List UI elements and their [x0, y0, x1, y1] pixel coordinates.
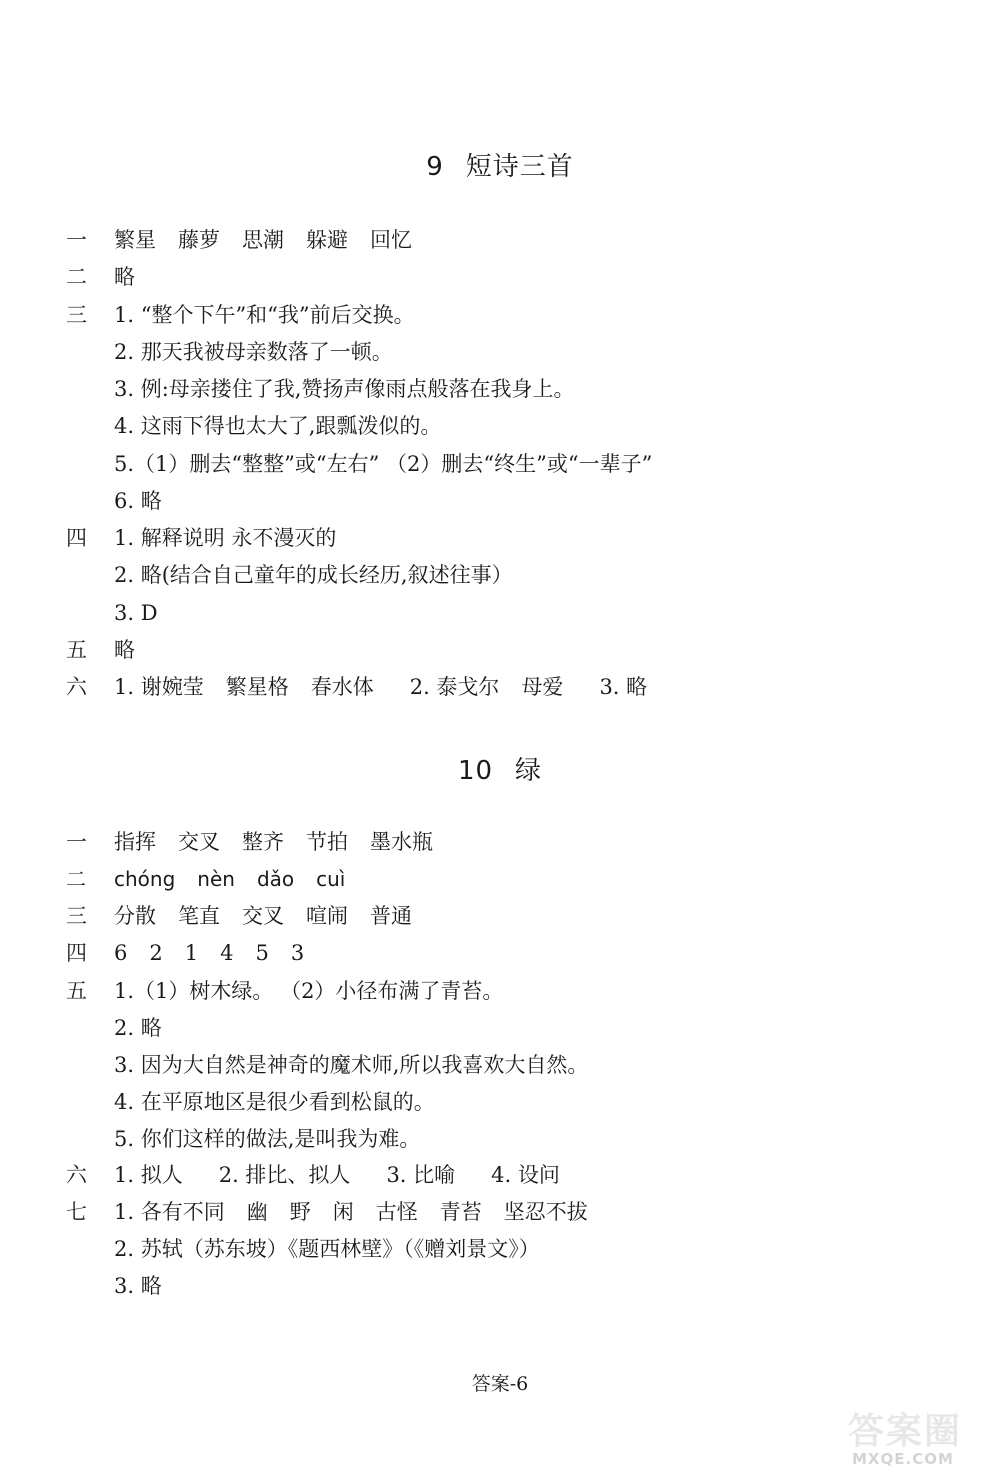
answer-part: 闲	[332, 1200, 354, 1224]
watermark-url: MXQE.COM	[852, 1450, 954, 1468]
answer-word: 指挥	[114, 830, 156, 854]
answer-row-7	[66, 1194, 588, 1231]
section-title-text: 短诗三首	[465, 152, 574, 182]
section-number: 10	[457, 756, 494, 786]
question-label: 六	[66, 675, 87, 699]
answer-word: 躲避	[306, 228, 348, 252]
answer-line: 6. 略	[114, 489, 162, 513]
answer-word: 普通	[370, 904, 412, 928]
section-number: 9	[426, 152, 444, 182]
order-number: 3	[290, 941, 305, 965]
answer-row-6	[66, 1157, 560, 1194]
answer-row-6	[66, 669, 647, 706]
order-number: 5	[255, 941, 269, 965]
question-label: 六	[66, 1163, 87, 1187]
answer-line: 2. 那天我被母亲数落了一顿。	[114, 340, 393, 364]
pinyin: nèn	[197, 867, 235, 891]
answer-line: 3. 例:母亲搂住了我,赞扬声像雨点般落在我身上。	[114, 377, 575, 401]
question-label: 五	[66, 638, 87, 662]
answer-part: 2. 排比、拟人	[218, 1163, 351, 1187]
question-label: 四	[66, 941, 87, 965]
answer-part: 1. 谢婉莹	[114, 675, 204, 699]
order-number: 4	[220, 941, 234, 965]
answer-text: 略	[114, 638, 135, 662]
answer-line: 5. 你们这样的做法,是叫我为难。	[114, 1127, 421, 1151]
pinyin: chóng	[114, 867, 176, 891]
answer-line: 2. 略	[114, 1016, 162, 1040]
answer-row-1	[66, 824, 433, 861]
answer-row-4	[66, 520, 336, 557]
answer-word: 交叉	[178, 830, 220, 854]
answer-part: 1. 拟人	[114, 1163, 183, 1187]
section-9-title	[0, 146, 1000, 183]
answer-row-3	[66, 898, 412, 935]
answer-word: 节拍	[306, 830, 348, 854]
answer-part: 3. 略	[599, 675, 648, 699]
answer-row-2	[66, 259, 135, 296]
answer-part: 古怪	[375, 1200, 418, 1224]
answer-row-3	[66, 297, 415, 334]
question-label: 三	[66, 303, 87, 327]
answer-line: 1. 解释说明 永不漫灭的	[114, 526, 337, 550]
answer-line: 3. D	[114, 601, 158, 625]
order-number: 6	[114, 941, 128, 965]
question-label: 二	[66, 265, 87, 289]
question-label: 五	[66, 979, 87, 1003]
answer-word: 整齐	[242, 830, 284, 854]
pinyin: cuì	[316, 867, 346, 891]
answer-word: 分散	[114, 904, 156, 928]
answer-line: 4. 这雨下得也太大了,跟瓢泼似的。	[114, 414, 442, 438]
page-number: 答案-6	[471, 1373, 529, 1395]
answer-row-5	[66, 632, 135, 669]
answer-row-4	[66, 935, 304, 972]
answer-line: 5.（1）删去“整整”或“左右” （2）删去“终生”或“一辈子”	[114, 452, 653, 476]
answer-word: 喧闹	[306, 904, 348, 928]
answer-part: 幽	[246, 1200, 268, 1224]
question-label: 二	[66, 867, 86, 891]
question-label: 一	[66, 228, 87, 252]
answer-part: 3. 比喻	[386, 1163, 456, 1187]
answer-part: 繁星格	[225, 675, 289, 699]
answer-word: 回忆	[370, 228, 412, 252]
answer-word: 交叉	[242, 904, 284, 928]
question-label: 七	[66, 1200, 87, 1224]
answer-part: 1. 各有不同	[114, 1200, 225, 1224]
answer-row-1	[66, 222, 412, 259]
answer-line: 2. 略(结合自己童年的成长经历,叙述往事）	[114, 563, 513, 587]
watermark-logo: 答案圈	[848, 1411, 963, 1452]
answer-word: 墨水瓶	[370, 830, 433, 854]
watermark	[848, 1412, 998, 1468]
answer-part: 2. 泰戈尔	[409, 675, 500, 699]
question-label: 四	[66, 526, 87, 550]
answer-line: 1. “整个下午”和“我”前后交换。	[114, 303, 415, 327]
section-title-text: 绿	[515, 756, 543, 786]
answer-word: 藤萝	[178, 228, 220, 252]
answer-line: 3. 略	[114, 1274, 162, 1298]
answer-part: 青苔	[439, 1200, 482, 1224]
answer-part: 野	[289, 1200, 311, 1224]
answer-line: 4. 在平原地区是很少看到松鼠的。	[114, 1090, 435, 1114]
answer-word: 繁星	[114, 228, 156, 252]
section-10-title	[0, 750, 1000, 787]
answer-line: 3. 因为大自然是神奇的魔术师,所以我喜欢大自然。	[114, 1053, 589, 1077]
answer-part: 坚忍不拔	[503, 1200, 588, 1224]
answer-line: 1.（1）树木绿。 （2）小径布满了青苔。	[114, 979, 504, 1003]
question-label: 一	[66, 830, 87, 854]
answer-word: 笔直	[178, 904, 220, 928]
order-number: 1	[184, 941, 199, 965]
answer-part: 4. 设问	[491, 1163, 560, 1187]
answer-row-5	[66, 973, 503, 1010]
answer-word: 思潮	[242, 228, 284, 252]
order-number: 2	[149, 941, 163, 965]
question-label: 三	[66, 904, 87, 928]
pinyin: dǎo	[256, 867, 295, 891]
answer-row-2	[66, 861, 345, 898]
answer-text: 略	[114, 265, 135, 289]
answer-part: 春水体	[310, 675, 374, 699]
answer-line: 2. 苏轼（苏东坡）《题西林壁》（《赠刘景文》）	[114, 1237, 540, 1261]
answer-part: 母爱	[521, 675, 564, 699]
